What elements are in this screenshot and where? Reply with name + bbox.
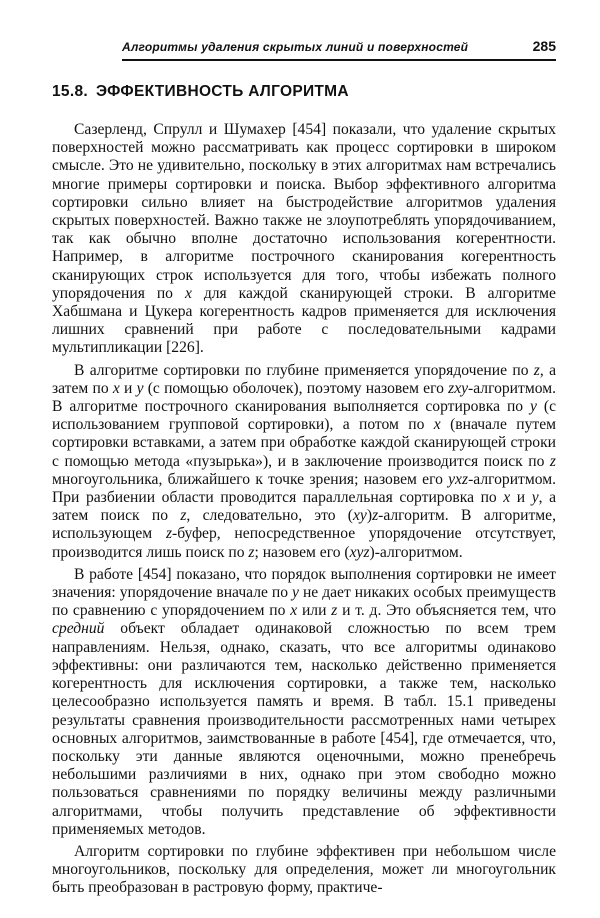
italic-term: z — [165, 525, 173, 543]
text-run: и — [119, 379, 137, 397]
section-number: 15.8. — [52, 83, 88, 100]
italic-term: x — [184, 284, 192, 302]
text-run: -алгоритмом. В алгоритме построчного сканирования выполняется сортировка по — [52, 379, 556, 416]
italic-term: средний — [52, 620, 105, 638]
italic-term: z — [372, 507, 379, 525]
text-run: (с использованием групповой сортировки), а потом по — [52, 398, 556, 434]
text-run: В алгоритме сортировки по глубине применяется упорядочение по — [74, 361, 534, 379]
italic-term: x — [503, 489, 511, 507]
text-run: , а затем поиск по — [52, 489, 556, 525]
italic-term: z — [533, 361, 540, 379]
paragraph — [52, 843, 556, 898]
italic-term: z — [248, 543, 255, 561]
text-run: Сазерленд, Спрулл и Шумахер [454] показали, что удаление скрытых поверхностей можно рассматривать как процесс сортировки в широком смысле. Это не удивительно, поскольку в этих алгоритмах нам встречались многие примеры сортировки и поиска. Выбор эффективного алгоритма сортировки сильно влияет на быстродействие алгоритмов удаления скрытых поверхностей. Важно также не злоупотреблять упорядочиванием, так как обычно вполне достаточно использования когерентности. Например, в алгоритме построчного сканирования когерентность сканирующих строк используется для того, чтобы избежать полного упорядочения по — [52, 121, 556, 302]
text-run: (с помощью оболочек), поэтому назовем его — [143, 379, 449, 397]
italic-term: y — [531, 489, 539, 507]
section-heading — [52, 83, 556, 101]
paragraph — [52, 121, 556, 358]
italic-term: z — [549, 452, 556, 470]
section-title: ЭФФЕКТИВНОСТЬ АЛГОРИТМА — [95, 83, 349, 100]
text-run: -алгоритмом. При разбиении области проводится параллельная сортировка по — [52, 470, 556, 507]
book-page — [52, 38, 556, 902]
text-run: , а затем по — [52, 361, 556, 397]
body-text — [52, 121, 556, 898]
italic-term: xy — [353, 507, 367, 525]
running-title: Алгоритмы удаления скрытых линий и поверхностей — [122, 40, 469, 54]
paragraph — [52, 362, 556, 562]
text-run: не дает никаких особых преимуществ по сравнению с упорядочением по — [52, 584, 556, 620]
italic-term: zxy — [448, 379, 469, 397]
running-head — [122, 38, 556, 61]
text-run: и т. д. Это объясняется тем, что — [337, 602, 556, 620]
text-run: многоугольника, ближайшего к точке зрения; назовем его — [52, 470, 449, 488]
italic-term: y — [292, 584, 299, 602]
italic-term: x — [112, 379, 120, 397]
text-run: ; назовем его ( — [254, 543, 350, 561]
italic-term: y — [530, 398, 537, 416]
text-run: и — [510, 489, 532, 507]
text-run: )-алгоритмом. — [369, 543, 463, 561]
text-run: ) — [366, 507, 373, 525]
text-run: объект обладает одинаковой сложностью по всем трем направлениям. Нельзя, однако, сказать, что все алгоритмы одинаково эффективны: они различаются тем, насколько действенно применяется когерентность для исключения сортировки, а также тем, насколько целесообразно используется память и время. В табл. 15.1 приведены результаты сравнения производительности рассмотренных нами четырех основных алгоритмов, заимствованные в работе [454], где отмечается, что, поскольку эти данные являются оценочными, можно пренебречь небольшими различиями в них, однако при этом свободно можно пользоваться сравнениями по порядку величины между различными алгоритмами, чтобы получить представление об эффективности применяемых методов. — [52, 620, 556, 838]
page-number: 285 — [532, 38, 556, 54]
text-run: для каждой сканирующей строки. В алгоритме Хабшмана и Цукера когерентность кадров применяется для исключения лишних сравнений при работе с последовательными кадрами мультипликации [226]. — [52, 284, 556, 357]
italic-term: z — [180, 507, 187, 525]
italic-term: x — [290, 602, 298, 620]
italic-term: xyz — [349, 543, 370, 561]
text-run: -буфер, непосредственное упорядочение отсутствует, производится лишь поиск по — [52, 525, 556, 561]
text-run: -алгоритм. В алгоритме, использующем — [52, 507, 556, 543]
text-run: (вначале путем сортировки вставками, а затем при обработке каждой сканирующей строки с помощью метода «пузырька»), и в заключение производится поиск по — [52, 416, 556, 470]
text-run: В работе [454] показано, что порядок выполнения сортировки не имеет значения: упорядочение вначале по — [52, 565, 556, 602]
italic-term: z — [331, 602, 338, 620]
text-run: , следовательно, это ( — [186, 507, 354, 525]
paragraph — [52, 566, 556, 839]
italic-term: y — [136, 379, 144, 397]
text-run: или — [297, 602, 332, 620]
italic-term: yxz — [448, 470, 469, 488]
italic-term: x — [433, 416, 441, 434]
text-run: Алгоритм сортировки по глубине эффективен при небольшом числе многоугольников, поскольку для определения, может ли многоугольник быть преобразован в растровую форму, практиче- — [52, 842, 556, 897]
